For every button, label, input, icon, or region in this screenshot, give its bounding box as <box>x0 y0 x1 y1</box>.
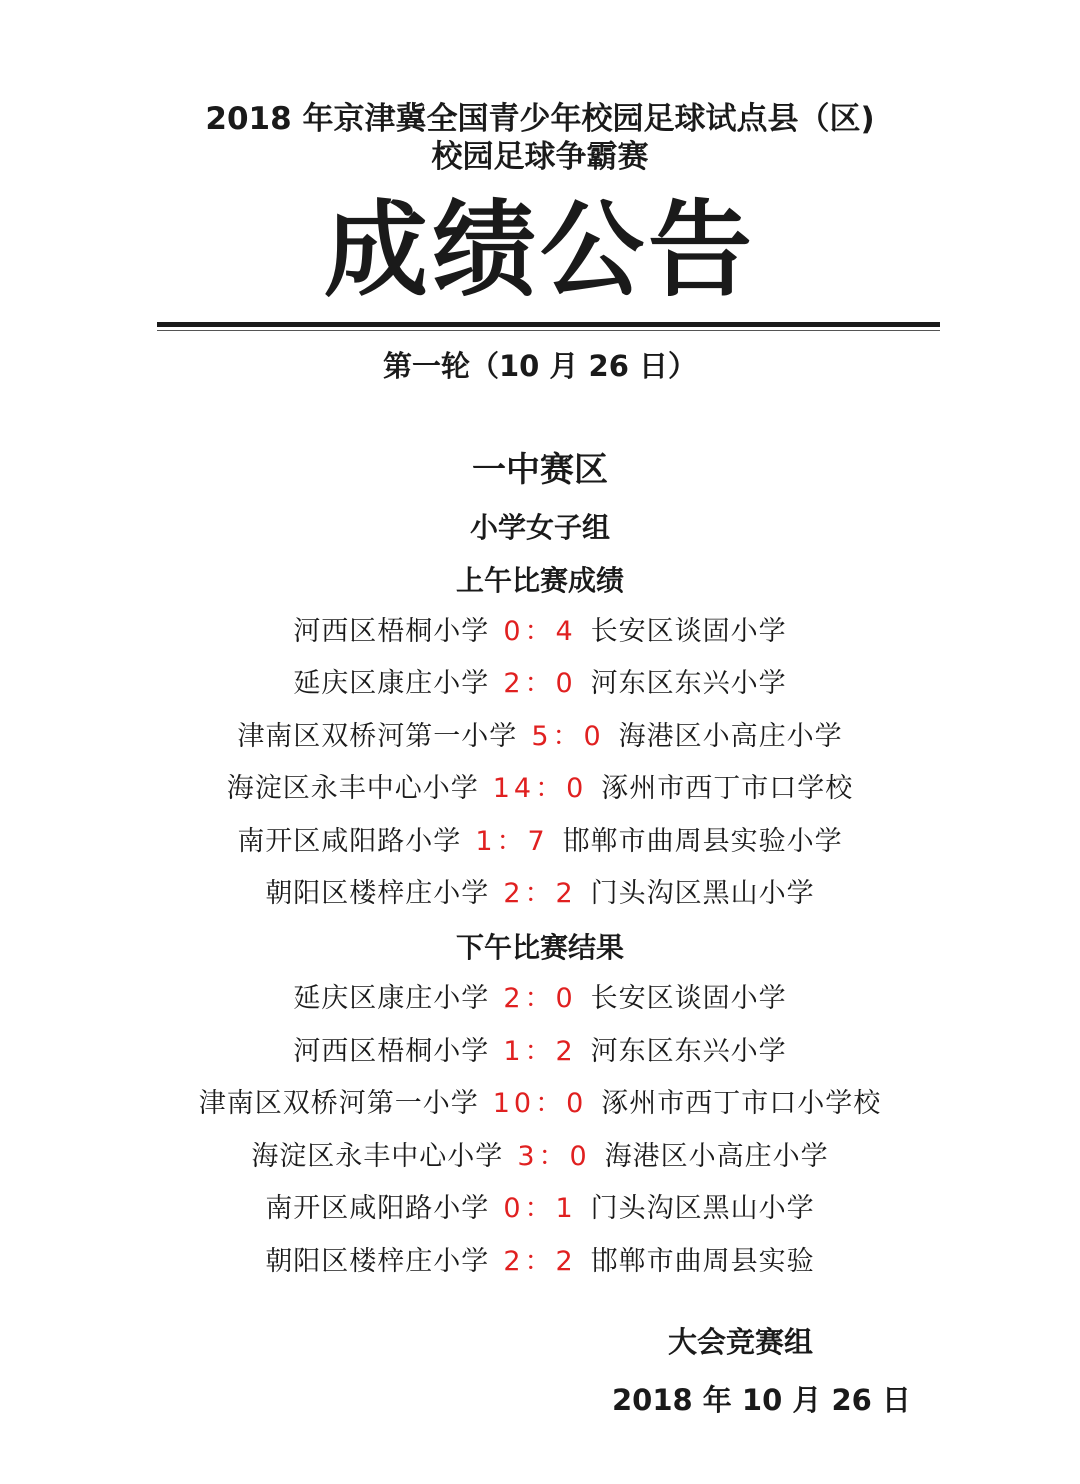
away-team: 门头沟区黑山小学 <box>590 878 815 909</box>
afternoon-session-title: 下午比赛结果 <box>455 931 624 964</box>
home-team: 朝阳区楼梓庄小学 <box>265 1246 490 1277</box>
match-score: 2：0 <box>503 983 577 1014</box>
home-team: 延庆区康庄小学 <box>293 668 490 699</box>
match-score: 5：0 <box>531 721 605 752</box>
away-team: 海港区小高庄小学 <box>618 721 843 752</box>
away-team: 门头沟区黑山小学 <box>590 1193 815 1224</box>
away-team: 邯郸市曲周县实验 <box>590 1246 815 1277</box>
away-team: 河东区东兴小学 <box>590 1036 787 1067</box>
away-team: 长安区谈固小学 <box>590 983 787 1014</box>
match-score: 2：0 <box>503 668 577 699</box>
away-team: 河东区东兴小学 <box>590 668 787 699</box>
zone-title: 一中赛区 <box>472 450 608 490</box>
page-title: 成绩公告 <box>323 189 756 311</box>
home-team: 南开区咸阳路小学 <box>265 1193 490 1224</box>
match-row <box>0 822 1080 862</box>
match-score: 2：2 <box>503 1246 577 1277</box>
away-team: 涿州市西丁市口小学校 <box>601 1088 882 1119</box>
home-team: 河西区梧桐小学 <box>293 1036 490 1067</box>
match-score: 14：0 <box>492 773 588 804</box>
home-team: 津南区双桥河第一小学 <box>198 1088 479 1119</box>
match-row <box>0 769 1080 809</box>
match-score: 2：2 <box>503 878 577 909</box>
match-row <box>0 874 1080 914</box>
round-label: 第一轮（10 月 26 日） <box>382 349 697 383</box>
home-team: 南开区咸阳路小学 <box>237 826 462 857</box>
match-row <box>0 979 1080 1019</box>
home-team: 河西区梧桐小学 <box>293 616 490 647</box>
morning-session-title: 上午比赛成绩 <box>455 564 624 597</box>
match-score: 3：0 <box>517 1141 591 1172</box>
home-team: 海淀区永丰中心小学 <box>226 773 479 804</box>
organizer-signature: 大会竞赛组 <box>668 1325 814 1359</box>
match-score: 0：1 <box>503 1193 577 1224</box>
match-score: 0：4 <box>503 616 577 647</box>
match-row <box>0 612 1080 652</box>
match-row <box>0 1189 1080 1229</box>
match-score: 10：0 <box>492 1088 588 1119</box>
match-row <box>0 1137 1080 1177</box>
match-row <box>0 1032 1080 1072</box>
title-divider <box>157 322 940 327</box>
away-team: 涿州市西丁市口学校 <box>601 773 854 804</box>
home-team: 朝阳区楼梓庄小学 <box>265 878 490 909</box>
home-team: 延庆区康庄小学 <box>293 983 490 1014</box>
home-team: 津南区双桥河第一小学 <box>237 721 518 752</box>
match-row <box>0 1242 1080 1282</box>
away-team: 海港区小高庄小学 <box>604 1141 829 1172</box>
announcement-date: 2018 年 10 月 26 日 <box>612 1383 911 1417</box>
event-title-line2: 校园足球争霸赛 <box>431 139 649 175</box>
title-divider-thin <box>157 330 940 331</box>
match-row <box>0 664 1080 704</box>
event-title-line1: 2018 年京津冀全国青少年校园足球试点县（区) <box>205 101 875 137</box>
match-row <box>0 1084 1080 1124</box>
away-team: 长安区谈固小学 <box>590 616 787 647</box>
match-score: 1：2 <box>503 1036 577 1067</box>
group-title: 小学女子组 <box>469 511 610 544</box>
home-team: 海淀区永丰中心小学 <box>251 1141 504 1172</box>
away-team: 邯郸市曲周县实验小学 <box>562 826 843 857</box>
match-row <box>0 717 1080 757</box>
match-score: 1：7 <box>475 826 549 857</box>
